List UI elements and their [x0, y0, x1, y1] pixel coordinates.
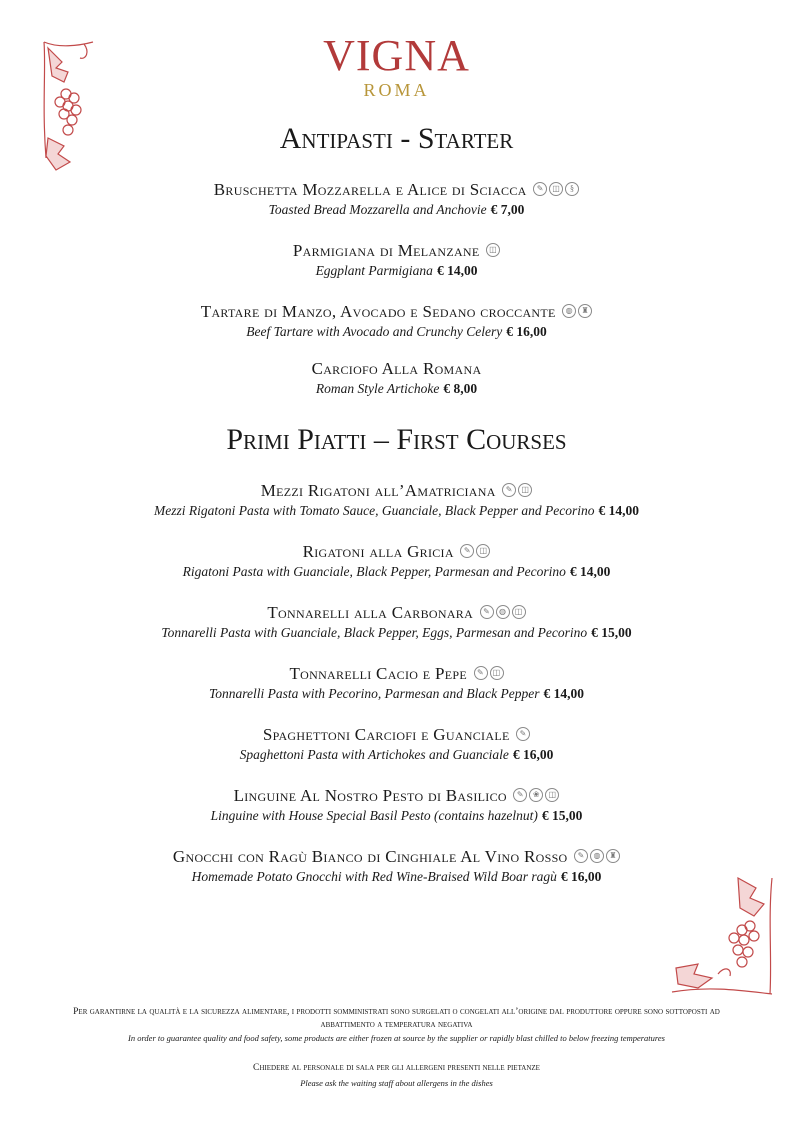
dairy-icon: ◫ [512, 605, 526, 619]
item-description: Roman Style Artichoke [315, 381, 440, 396]
celery-icon: ♜ [606, 849, 620, 863]
item-name: Tonnarelli Cacio e Pepe [289, 664, 467, 683]
item-price: € 16,00 [560, 869, 602, 884]
item-price: € 14,00 [543, 686, 584, 701]
item-name: Carciofo Alla Romana [311, 359, 482, 378]
menu-item [0, 359, 793, 399]
item-description: Tonnarelli Pasta with Guanciale, Black Pepper, Eggs, Parmesan and Pecorino [161, 625, 588, 640]
menu-item [0, 180, 793, 220]
item-description: Beef Tartare with Avocado and Crunchy Celery [246, 324, 503, 339]
allergen-notice-english: Please ask the waiting staff about allergens in the dishes [300, 1078, 493, 1088]
gluten-icon: ✎ [460, 544, 474, 558]
gluten-icon: ✎ [513, 788, 527, 802]
item-name: Spaghettoni Carciofi e Guanciale [262, 725, 510, 744]
dairy-icon: ◫ [486, 243, 500, 257]
nut-icon: ❀ [529, 788, 543, 802]
grape-vine-bottom-right-icon [668, 868, 778, 998]
food-safety-notice-english: In order to guarantee quality and food safety, some products are either frozen at source by the supplier or rapidly blast chilled to below freezing temperatures [127, 1033, 665, 1043]
item-description: Homemade Potato Gnocchi with Red Wine-Braised Wild Boar ragù [191, 869, 557, 884]
section-title-antipasti: Antipasti - Starter [279, 122, 514, 155]
gluten-icon: ✎ [474, 666, 488, 680]
item-description: Eggplant Parmigiana [315, 263, 433, 278]
item-description: Spaghettoni Pasta with Artichokes and Guanciale [239, 747, 509, 762]
section-title-primi-piatti: Primi Piatti – First Courses [226, 423, 567, 456]
gluten-icon: ✎ [502, 483, 516, 497]
item-description: Mezzi Rigatoni Pasta with Tomato Sauce, Guanciale, Black Pepper and Pecorino [154, 503, 595, 518]
egg-icon: ◍ [590, 849, 604, 863]
item-name: Tonnarelli alla Carbonara [267, 603, 474, 622]
item-name: Mezzi Rigatoni all’Amatriciana [260, 481, 496, 500]
item-description: Tonnarelli Pasta with Pecorino, Parmesan and Black Pepper [209, 686, 540, 701]
gluten-icon: ✎ [516, 727, 530, 741]
restaurant-logo-name: VIGNA [323, 31, 470, 80]
food-safety-notice-italian: Per garantirne la qualità e la sicurezza alimentare, i prodotti somministrati sono surgelati o congelati all’origine dal produttore oppure sono sottoposti ad abbattimento a temperatura negativa [73, 1007, 720, 1030]
item-name: Rigatoni alla Gricia [302, 542, 454, 561]
menu-item [0, 603, 793, 643]
footer-allergen-notice [60, 1062, 733, 1090]
item-name: Tartare di Manzo, Avocado e Sedano croccante [200, 302, 556, 321]
item-description: Toasted Bread Mozzarella and Anchovie [268, 202, 487, 217]
item-description: Rigatoni Pasta with Guanciale, Black Pepper, Parmesan and Pecorino [182, 564, 566, 579]
gluten-icon: ✎ [574, 849, 588, 863]
item-price: € 8,00 [443, 381, 478, 396]
menu-item [0, 241, 793, 281]
restaurant-logo-city: ROMA [363, 80, 430, 100]
item-price: € 16,00 [512, 747, 554, 762]
item-price: € 15,00 [591, 625, 632, 640]
menu-item [0, 664, 793, 704]
menu-item [0, 847, 793, 887]
item-price: € 15,00 [541, 808, 583, 823]
mustard-icon: ♜ [578, 304, 592, 318]
menu-item [0, 542, 793, 582]
menu-item [0, 786, 793, 826]
item-price: € 7,00 [490, 202, 525, 217]
dairy-icon: ◫ [549, 182, 563, 196]
item-price: € 14,00 [569, 564, 611, 579]
item-name: Parmigiana di Melanzane [292, 241, 480, 260]
menu-item [0, 481, 793, 521]
allergen-notice-italian: Chiedere al personale di sala per gli allergeni presenti nelle pietanze [253, 1063, 540, 1073]
gluten-icon: ✎ [533, 182, 547, 196]
item-price: € 14,00 [436, 263, 478, 278]
egg-icon: ◍ [562, 304, 576, 318]
item-description: Linguine with House Special Basil Pesto (contains hazelnut) [210, 808, 538, 823]
fish-icon: § [565, 182, 579, 196]
dairy-icon: ◫ [545, 788, 559, 802]
dairy-icon: ◫ [518, 483, 532, 497]
menu-item [0, 725, 793, 765]
menu-item [0, 302, 793, 342]
item-name: Gnocchi con Ragù Bianco di Cinghiale Al Vino Rosso [172, 847, 568, 866]
dairy-icon: ◫ [490, 666, 504, 680]
item-name: Linguine Al Nostro Pesto di Basilico [233, 786, 507, 805]
egg-icon: ◍ [496, 605, 510, 619]
footer-notice [60, 1006, 733, 1045]
dairy-icon: ◫ [476, 544, 490, 558]
item-price: € 14,00 [598, 503, 639, 518]
gluten-icon: ✎ [480, 605, 494, 619]
item-name: Bruschetta Mozzarella e Alice di Sciacca [213, 180, 527, 199]
item-price: € 16,00 [506, 324, 547, 339]
